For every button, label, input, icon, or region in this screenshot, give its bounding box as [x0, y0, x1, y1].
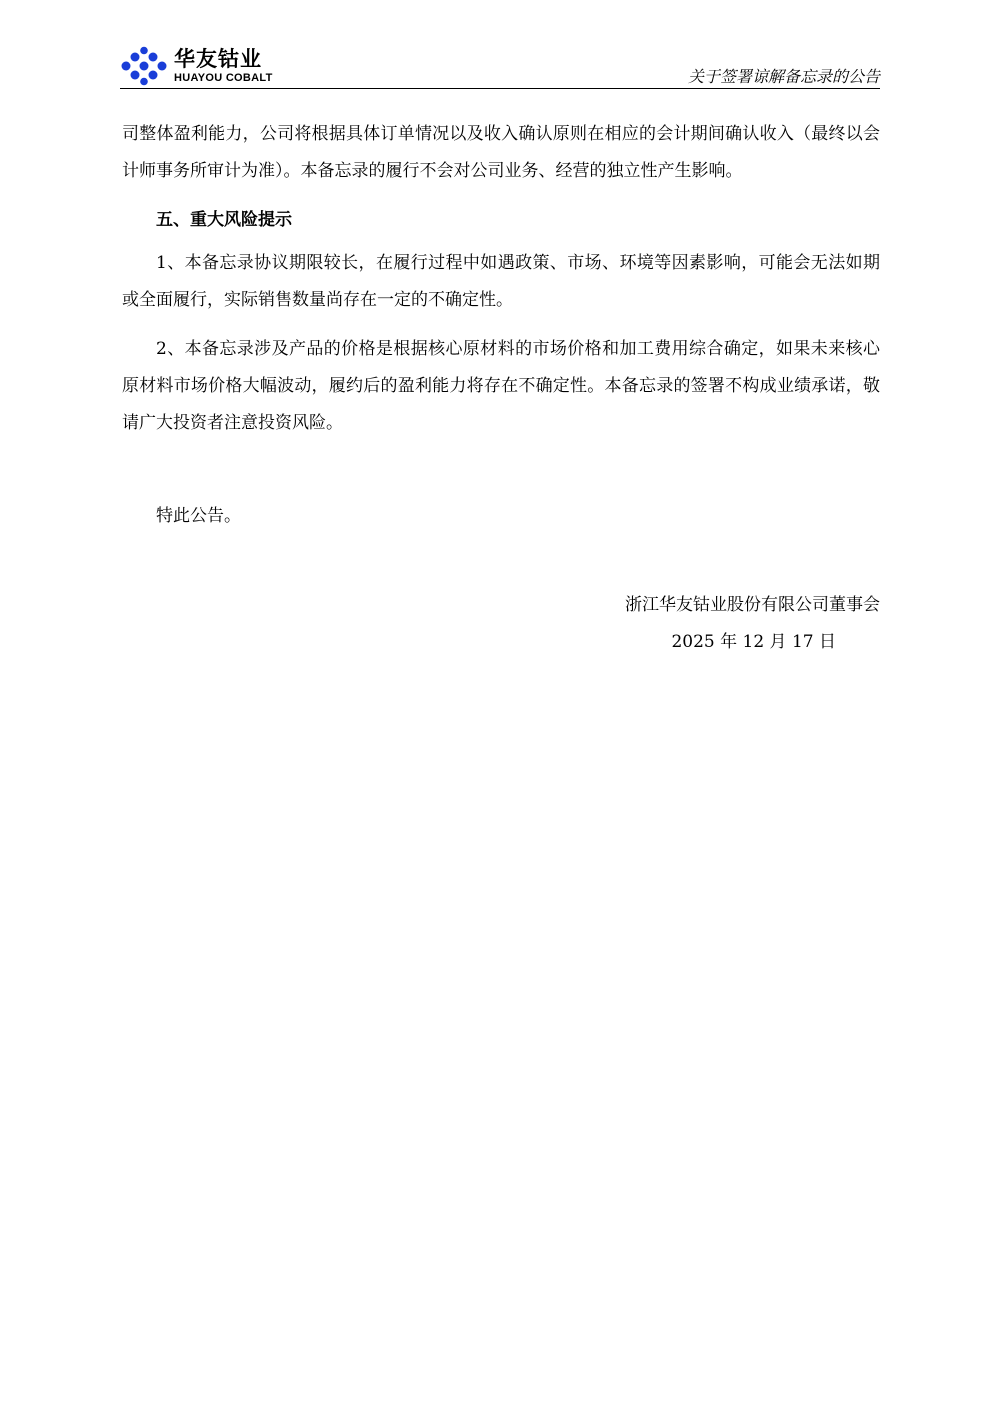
- signature-date: 2025 年 12 月 17 日: [671, 632, 836, 652]
- huayou-molecule-icon: [120, 46, 168, 86]
- risk-item: 2、本备忘录涉及产品的价格是根据核心原材料的市场价格和加工费用综合确定，如果未来核心原材料市场价格大幅波动，履约后的盈利能力将存在不确定性。本备忘录的签署不构成业绩承诺，敬请广大投资者注意投资风险。: [122, 339, 880, 433]
- document-title: 关于签署谅解备忘录的公告: [687, 67, 880, 86]
- continuation-paragraph: 司整体盈利能力，公司将根据具体订单情况以及收入确认原则在相应的会计期间确认收入（最终以会计师事务所审计为准）。本备忘录的履行不会对公司业务、经营的独立性产生影响。: [122, 124, 880, 181]
- risk-item: 1、本备忘录协议期限较长，在履行过程中如遇政策、市场、环境等因素影响，可能会无法如期或全面履行，实际销售数量尚存在一定的不确定性。: [122, 253, 880, 310]
- page-header: [120, 42, 880, 89]
- closing-statement: 特此公告。: [156, 506, 241, 526]
- company-logo: [120, 46, 273, 86]
- signature-org: 浙江华友钴业股份有限公司董事会: [625, 595, 880, 615]
- document-body: [122, 116, 880, 661]
- logo-name-cn: 华友钴业: [174, 46, 262, 71]
- section-heading: 五、重大风险提示: [156, 210, 292, 230]
- logo-name-en: HUAYOU COBALT: [174, 71, 273, 84]
